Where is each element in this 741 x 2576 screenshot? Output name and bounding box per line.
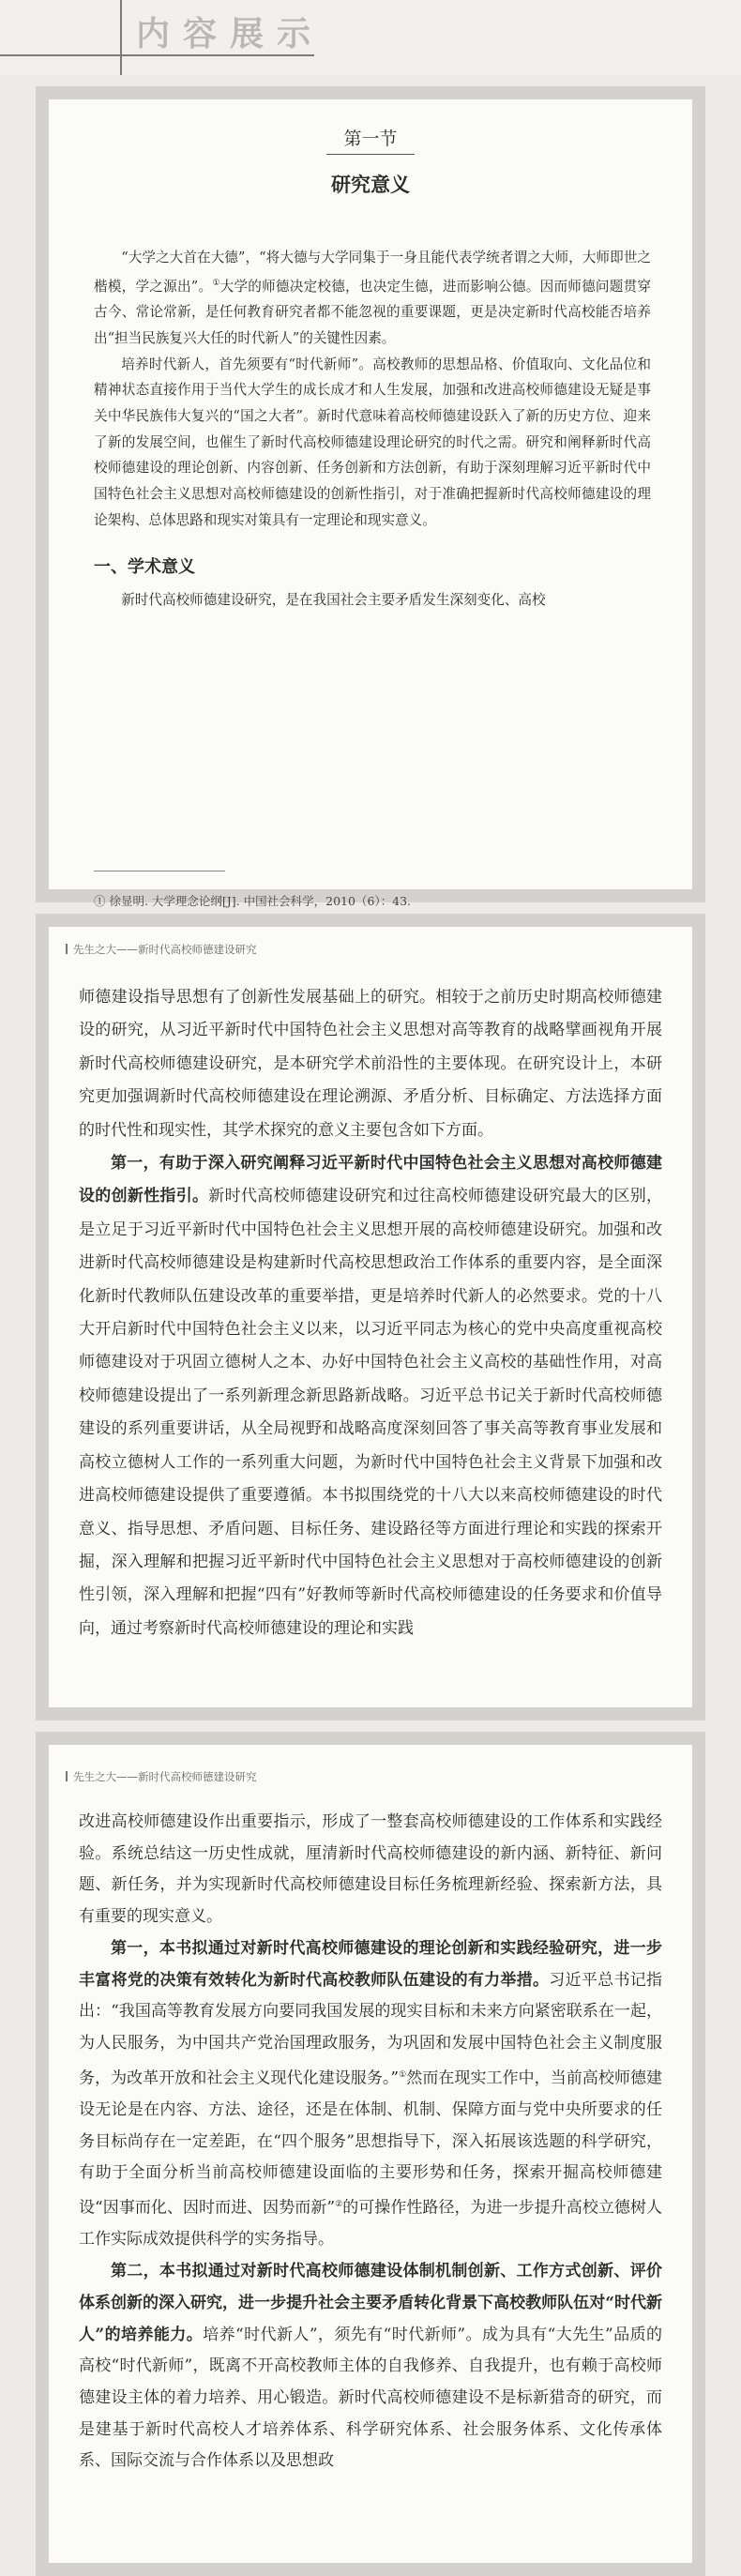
running-head: 先生之大——新时代高校师德建设研究 bbox=[66, 1769, 257, 1784]
section-title: 研究意义 bbox=[331, 173, 410, 196]
paragraph: 培养时代新人，首先须要有“时代新师”。高校教师的思想品格、价值取向、文化品位和精神状态直接作用于当代大学生的成长成才和人生发展，加强和改进高校师德建设无疑是事关中华民族伟大复兴的“国之大者”。新时代意味着高校师德建设跃入了新的历史方位、迎来了新的发展空间，也催生了新时代高校师德建设理论研究的时代之需。研究和阐释新时代高校师德建设的理论创新、内容创新、任务创新和方法创新，有助于深刻理解习近平新时代中国特色社会主义思想对高校师德建设的创新性指引，对于准确把握新时代高校师德建设的理论架构、总体思路和现实对策具有一定理论和现实意义。 bbox=[94, 356, 651, 528]
bold-lead: 第二，本书拟通过对新时代高校师德建设体制机制创新、工作方式创新、评价体系创新的深入研究，进一步提升社会主要矛盾转化背景下高校教师队伍对“时代新人”的培养能力。 bbox=[79, 2262, 662, 2344]
bold-lead: 第一，本书拟通过对新时代高校师德建设的理论创新和实践经验研究，进一步丰富将党的决策有效转化为新时代高校教师队伍建设的有力举措。 bbox=[79, 1938, 662, 1990]
section-heading bbox=[49, 125, 692, 198]
paragraph: “大学之大首在大德”，“将大德与大学同集于一身且能代表学统者谓之大师，大师即世之楷模，学之源出”。①大学的师德决定校德，也决定生德，进而影响公德。因而师德问题贯穿古今、常论常新，是任何教育研究者都不能忽视的重要课题，更是决定新时代高校能否培养出“担当民族复兴大任的时代新人”的关键性因素。 bbox=[94, 250, 651, 346]
footnote-marker: ② bbox=[335, 2200, 343, 2210]
header-vertical-rule bbox=[120, 0, 122, 75]
footnote-marker: ① bbox=[212, 278, 220, 288]
header-title: 内容展示 bbox=[136, 15, 325, 53]
footnote: ① 徐显明. 大学理念论纲[J]. 中国社会科学，2010（6）：43. bbox=[94, 894, 412, 908]
page-3-body bbox=[79, 1807, 662, 2478]
page-1-body bbox=[94, 245, 651, 614]
page-1 bbox=[49, 99, 692, 908]
running-head: 先生之大——新时代高校师德建设研究 bbox=[66, 942, 257, 957]
paragraph: 师德建设指导思想有了创新性发展基础上的研究。相较于之前历史时期高校师德建设的研究，从习近平新时代中国特色社会主义思想对高等教育的战略擘画视角开展新时代高校师德建设研究，是本研究学术前沿性的主要体现。在研究设计上，本研究更加强调新时代高校师德建设在理论溯源、矛盾分析、目标确定、方法选择方面的时代性和现实性，其学术探究的意义主要包含如下方面。 bbox=[79, 988, 662, 1140]
page-frame-2 bbox=[36, 914, 705, 1720]
page-frame-3 bbox=[36, 1732, 705, 2576]
paragraph: 改进高校师德建设作出重要指示，形成了一整套高校师德建设的工作体系和实践经验。系统总结这一历史性成就，厘清新时代高校师德建设的新内涵、新特征、新问题、新任务，并为实现新时代高校师德建设目标任务梳理新经验、探索新方法，具有重要的现实意义。 bbox=[79, 1812, 662, 1927]
paragraph: 第一，有助于深入研究阐释习近平新时代中国特色社会主义思想对高校师德建设的创新性指引。新时代高校师德建设研究和过往高校师德建设研究最大的区别，是立足于习近平新时代中国特色社会主义思想开展的高校师德建设研究。加强和改进新时代高校师德建设是构建新时代高校思想政治工作体系的重要内容，是全面深化新时代教师队伍建设改革的重要举措，更是培养时代新人的必然要求。党的十八大开启新时代中国特色社会主义以来，以习近平同志为核心的党中央高度重视高校师德建设对于巩固立德树人之本、办好中国特色社会主义高校的基础性作用，对高校师德建设提出了一系列新理念新思路新战略。习近平总书记关于新时代高校师德建设的系列重要讲话，从全局视野和战略高度深刻回答了事关高等教育事业发展和高校立德树人工作的一系列重大问题，为新时代中国特色社会主义背景下加强和改进高校师德建设提供了重要遵循。本书拟围绕党的十八大以来高校师德建设的时代意义、指导思想、矛盾问题、目标任务、建设路径等方面进行理论和实践的探索开掘，深入理解和把握习近平新时代中国特色社会主义思想对于高校师德建设的创新性引领，深入理解和把握“四有”好教师等新时代高校师德建设的任务要求和价值导向，通过考察新时代高校师德建设的理论和实践 bbox=[79, 1154, 663, 1638]
bold-lead: 第一，有助于深入研究阐释习近平新时代中国特色社会主义思想对高校师德建设的创新性指引。 bbox=[79, 1154, 662, 1206]
paragraph: 新时代高校师德建设研究，是在我国社会主要矛盾发生深刻变化、高校 bbox=[121, 592, 546, 609]
page-2-body bbox=[79, 981, 662, 1645]
subheading: 一、学术意义 bbox=[94, 556, 195, 577]
section-label: 第一节 bbox=[326, 125, 414, 155]
page-2 bbox=[49, 927, 692, 1707]
page-frame-1 bbox=[36, 86, 705, 908]
paragraph: 第一，本书拟通过对新时代高校师德建设的理论创新和实践经验研究，进一步丰富将党的决策有效转化为新时代高校教师队伍建设的有力举措。习近平总书记指出：“我国高等教育发展方向要同我国发展的现实目标和未来方向紧密联系在一起，为人民服务，为中国共产党治国理政服务，为巩固和发展中国特色社会主义制度服务，为改革开放和社会主义现代化建设服务。”①然而在现实工作中，当前高校师德建设无论是在内容、方法、途径，还是在体制、机制、保障方面与党中央所要求的任务目标尚存在一定差距，在“四个服务”思想指导下，深入拓展该选题的科学研究，有助于全面分析当前高校师德建设面临的主要形势和任务，探索开掘高校师德建设“因事而化、因时而进、因势而新”②的可操作性路径，为进一步提升高校立德树人工作实际成效提供科学的实务指导。 bbox=[79, 1938, 663, 2250]
page-3 bbox=[49, 1745, 692, 2563]
section-header bbox=[0, 0, 741, 75]
footnote-marker: ① bbox=[399, 2069, 407, 2080]
paragraph: 第二，本书拟通过对新时代高校师德建设体制机制创新、工作方式创新、评价体系创新的深入研究，进一步提升社会主要矛盾转化背景下高校教师队伍对“时代新人”的培养能力。培养“时代新人”，须先有“时代新师”。成为具有“大先生”品质的高校“时代新师”，既离不开高校教师主体的自我修养、自我提升，也有赖于高校师德建设主体的着力培养、用心锻造。新时代高校师德建设不是标新猎奇的研究，而是建基于新时代高校人才培养体系、科学研究体系、社会服务体系、文化传承体系、国际交流与合作体系以及思想政 bbox=[79, 2262, 662, 2471]
